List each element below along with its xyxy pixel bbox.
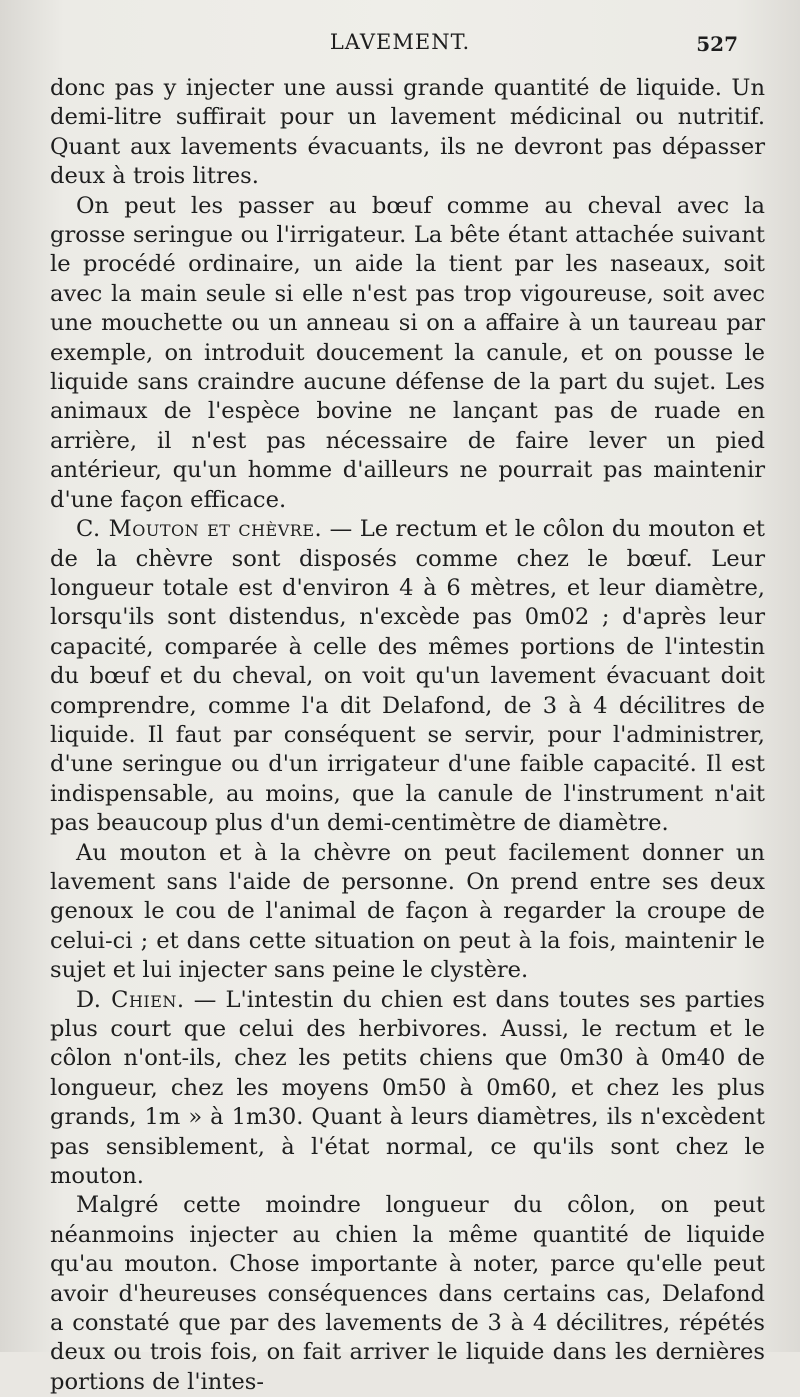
paragraph-5 [50, 986, 765, 1192]
section-heading-mouton: C. Mouton et chèvre. [76, 516, 323, 543]
running-title: LAVEMENT. [329, 30, 471, 54]
paragraph-5-text: — L'intestin du chien est dans toutes ses parties plus court que celui des herbivores. Aussi, le rectum et le côlon n'ont-ils, chez les petits chiens que 0m30 à 0m40 de longueur, chez les moyens 0m50 à 0m60, et chez les plus grands, 1m » à 1m30. Quant à leurs diamètres, ils n'excèdent pas sensiblement, à l'état normal, ce qu'ils sont chez le mouton. [50, 986, 765, 1190]
paragraph-1: donc pas y injecter une aussi grande quantité de liquide. Un demi-litre suffirait pour un lavement médicinal ou nutritif. Quant aux lavements évacuants, ils ne devront pas dépasser deux à trois litres. [50, 75, 765, 190]
page-body [50, 74, 765, 1397]
page-number: 527 [696, 32, 738, 56]
section-heading-chien: D. Chien. [76, 986, 185, 1013]
page-header [0, 30, 800, 64]
paragraph-2: On peut les passer au bœuf comme au cheval avec la grosse seringue ou l'irrigateur. La bête étant attachée suivant le procédé ordinaire, un aide la tient par les naseaux, soit avec la main seule si elle n'est pas trop vigoureuse, soit avec une mouchette ou un anneau si on a affaire à un taureau par exemple, on introduit doucement la canule, et on pousse le liquide sans craindre aucune défense de la part du sujet. Les animaux de l'espèce bovine ne lançant pas de ruade en arrière, il n'est pas nécessaire de faire lever un pied antérieur, qu'un homme d'ailleurs ne pourrait pas maintenir d'une façon efficace. [50, 192, 765, 513]
paragraph-6: Malgré cette moindre longueur du côlon, on peut néanmoins injecter au chien la même quantité de liquide qu'au mouton. Chose importante à noter, parce qu'elle peut avoir d'heureuses conséquences dans certains cas, Delafond a constaté que par des lavements de 3 à 4 décilitres, répétés deux ou trois fois, on fait arriver le liquide dans les dernières portions de l'intes- [50, 1192, 765, 1395]
paragraph-4: Au mouton et à la chèvre on peut facilement donner un lavement sans l'aide de personne. On prend entre ses deux genoux le cou de l'animal de façon à regarder la croupe de celui-ci ; et dans cette situation on peut à la fois, maintenir le sujet et lui injecter sans peine le clystère. [50, 839, 765, 984]
paragraph-3 [50, 515, 765, 838]
paragraph-3-text: — Le rectum et le côlon du mouton et de la chèvre sont disposés comme chez le bœuf. Leur longueur totale est d'environ 4 à 6 mètres, et leur diamètre, lorsqu'ils sont distendus, n'excède pas 0m02 ; d'après leur capacité, comparée à celle des mêmes portions de l'intestin du bœuf et du cheval, on voit qu'un lavement évacuant doit comprendre, comme l'a dit Delafond, de 3 à 4 décilitres de liquide. Il faut par conséquent se servir, pour l'administrer, d'une seringue ou d'un irrigateur d'une faible capacité. Il est indispensable, au moins, que la canule de l'instrument n'ait pas beaucoup plus d'un demi-centimètre de diamètre. [50, 516, 765, 837]
